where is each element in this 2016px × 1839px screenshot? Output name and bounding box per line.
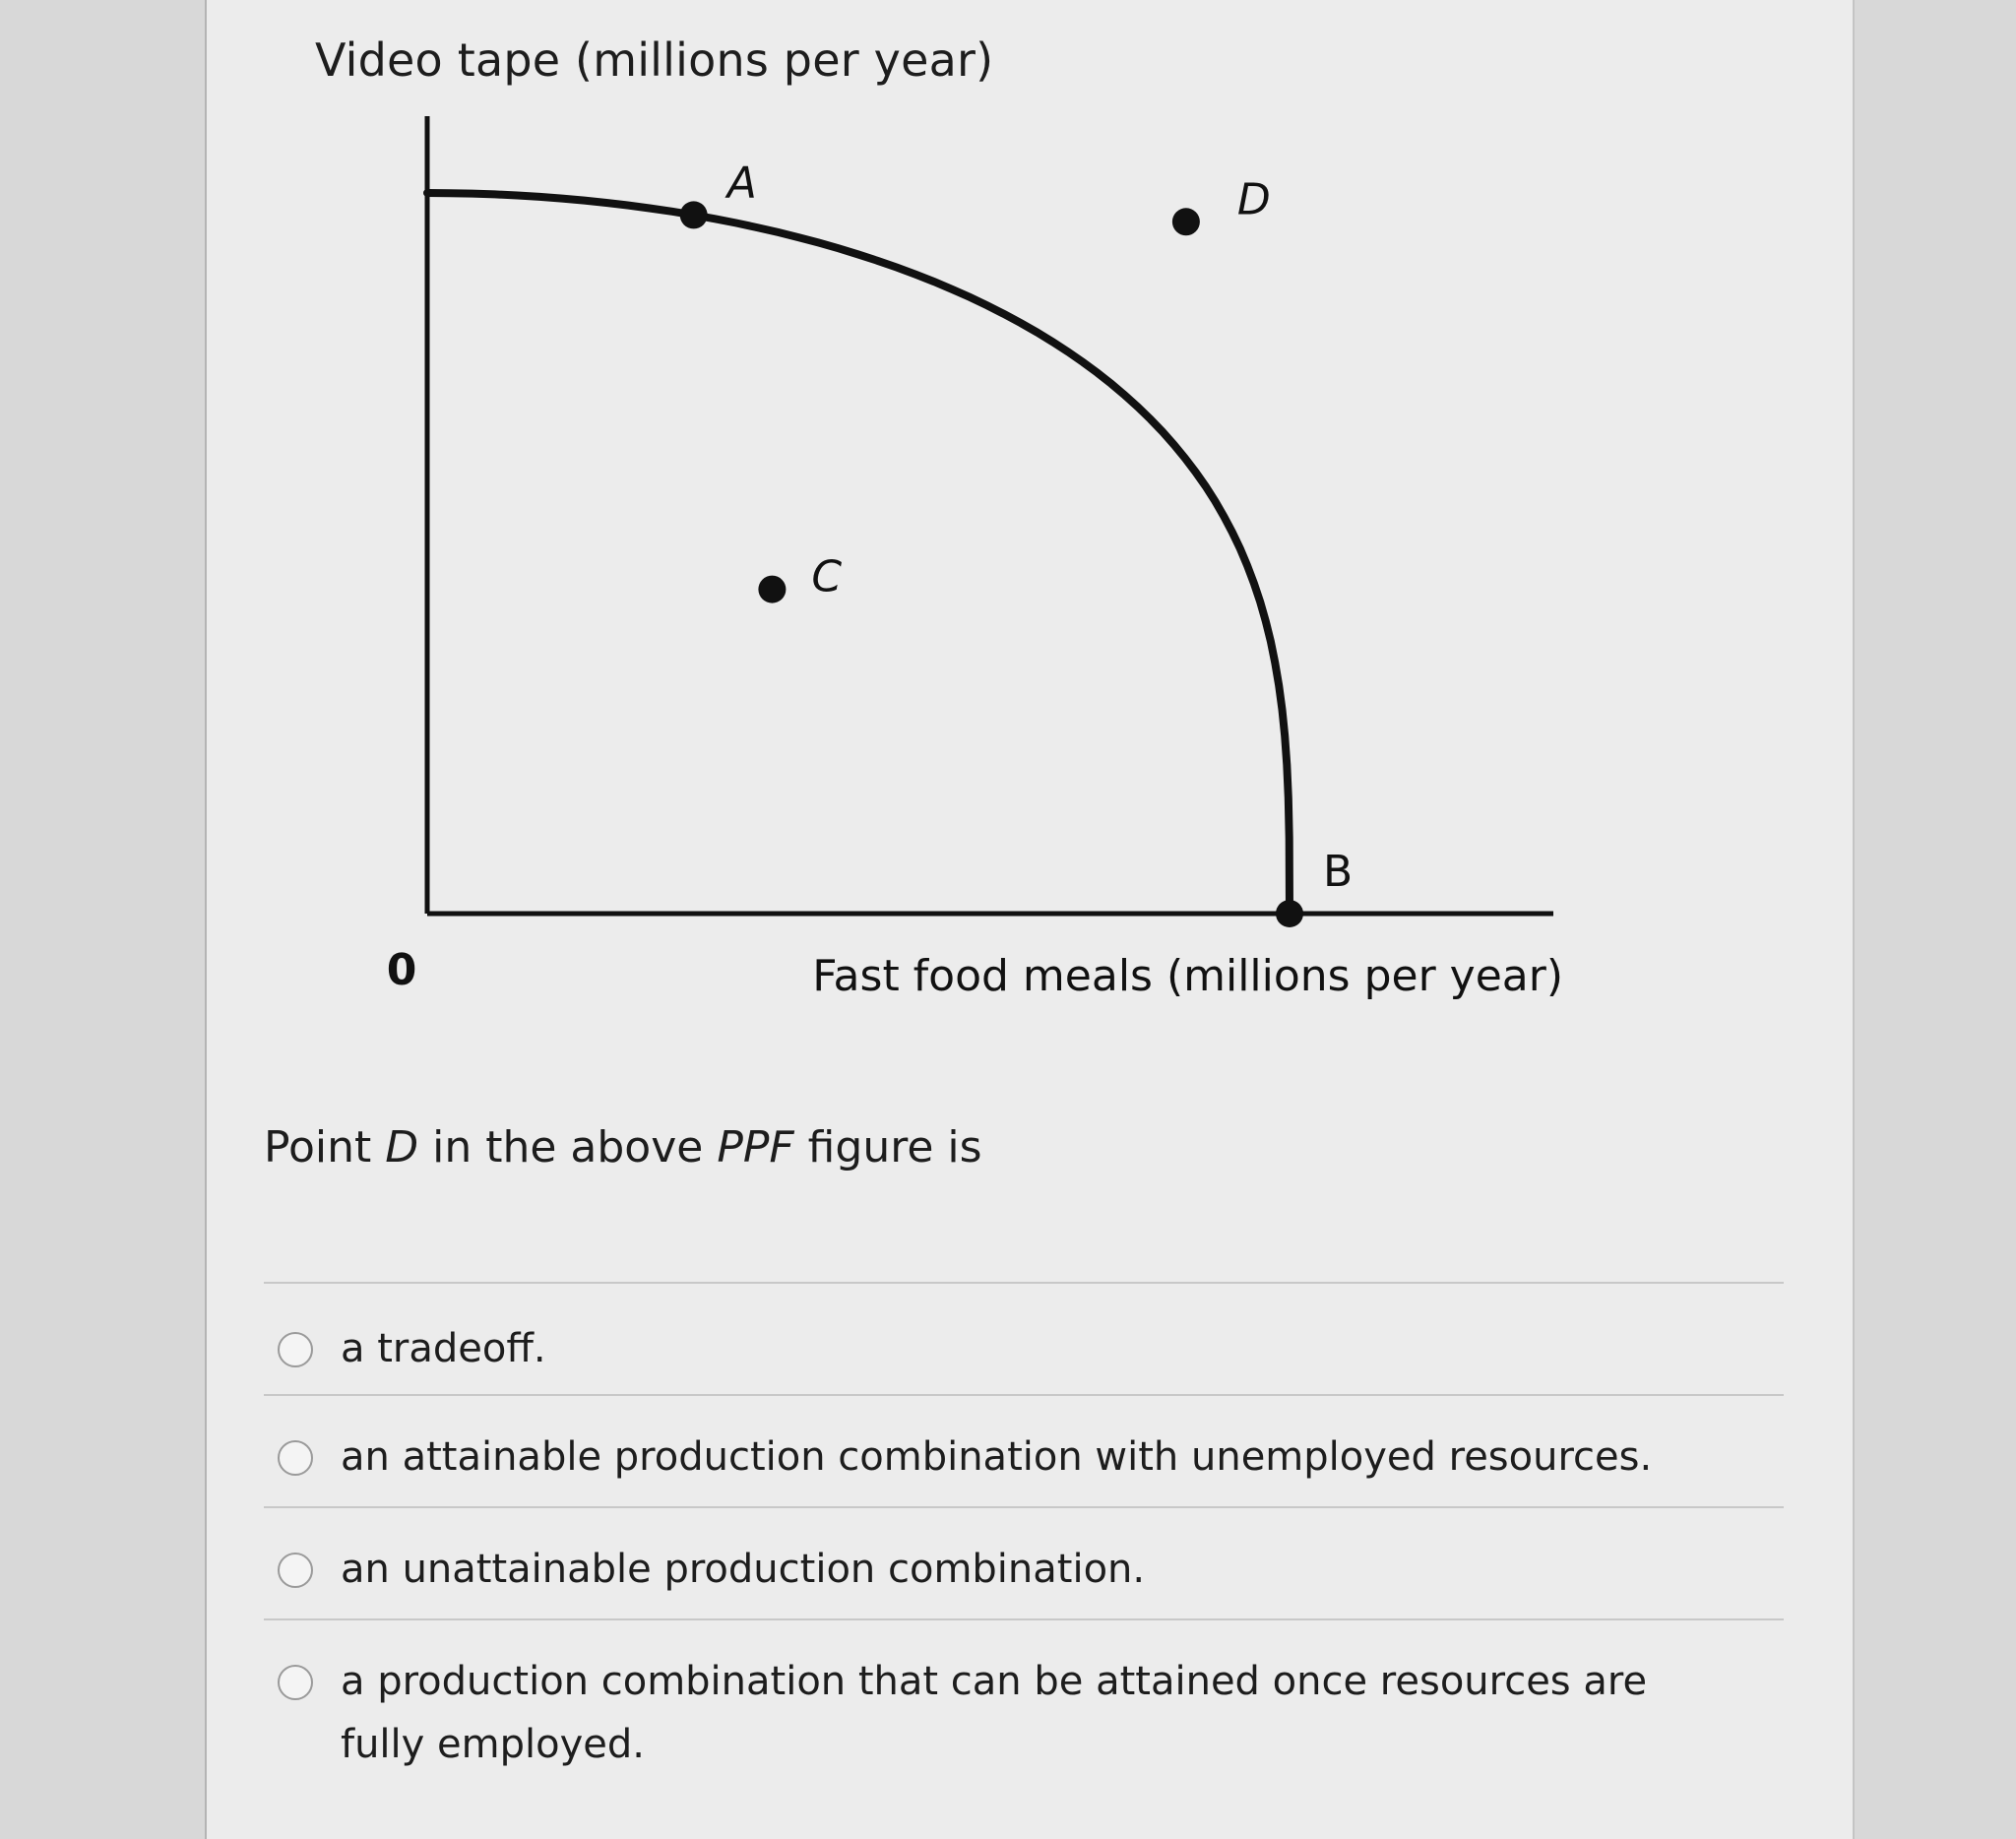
divider bbox=[264, 1618, 1784, 1620]
answer-option-label: an attainable production combination with unemployed resources. bbox=[341, 1434, 1653, 1480]
divider bbox=[264, 1394, 1784, 1396]
point-d-label: D bbox=[1236, 174, 1271, 225]
point-b-marker bbox=[1276, 900, 1303, 927]
point-c-label: C bbox=[811, 551, 843, 602]
point-b-label: B bbox=[1323, 847, 1354, 897]
origin-label: 0 bbox=[386, 945, 417, 995]
radio-button[interactable] bbox=[278, 1440, 313, 1476]
question-middle: in the above bbox=[418, 1122, 718, 1173]
radio-button[interactable] bbox=[278, 1665, 313, 1700]
question-prefix: Point bbox=[264, 1122, 386, 1173]
answer-option-label: a production combination that can be attained once resources are fully employed. bbox=[341, 1659, 1648, 1767]
question-text bbox=[264, 1122, 982, 1173]
question-suffix: figure is bbox=[793, 1122, 982, 1173]
answer-option-label: a tradeoff. bbox=[341, 1326, 546, 1371]
question-point-label: D bbox=[385, 1122, 419, 1173]
point-c-marker bbox=[758, 576, 786, 603]
point-d-marker bbox=[1172, 208, 1200, 235]
answer-option-4[interactable] bbox=[278, 1650, 1660, 1776]
point-a-label: A bbox=[726, 158, 757, 209]
radio-button[interactable] bbox=[278, 1553, 313, 1588]
question-figure-label: PPF bbox=[717, 1122, 794, 1173]
radio-button[interactable] bbox=[278, 1332, 313, 1367]
y-axis-label: Video tape (millions per year) bbox=[315, 33, 994, 87]
ppf-curve bbox=[427, 193, 1290, 914]
point-a-marker bbox=[680, 201, 708, 228]
answer-option-2[interactable] bbox=[278, 1426, 1660, 1489]
x-axis-label: Fast food meals (millions per year) bbox=[812, 951, 1563, 1001]
answer-option-1[interactable] bbox=[278, 1317, 1660, 1380]
answer-option-label: an unattainable production combination. bbox=[341, 1547, 1146, 1592]
divider bbox=[264, 1282, 1784, 1284]
answer-option-3[interactable] bbox=[278, 1538, 1660, 1601]
divider bbox=[264, 1506, 1784, 1508]
